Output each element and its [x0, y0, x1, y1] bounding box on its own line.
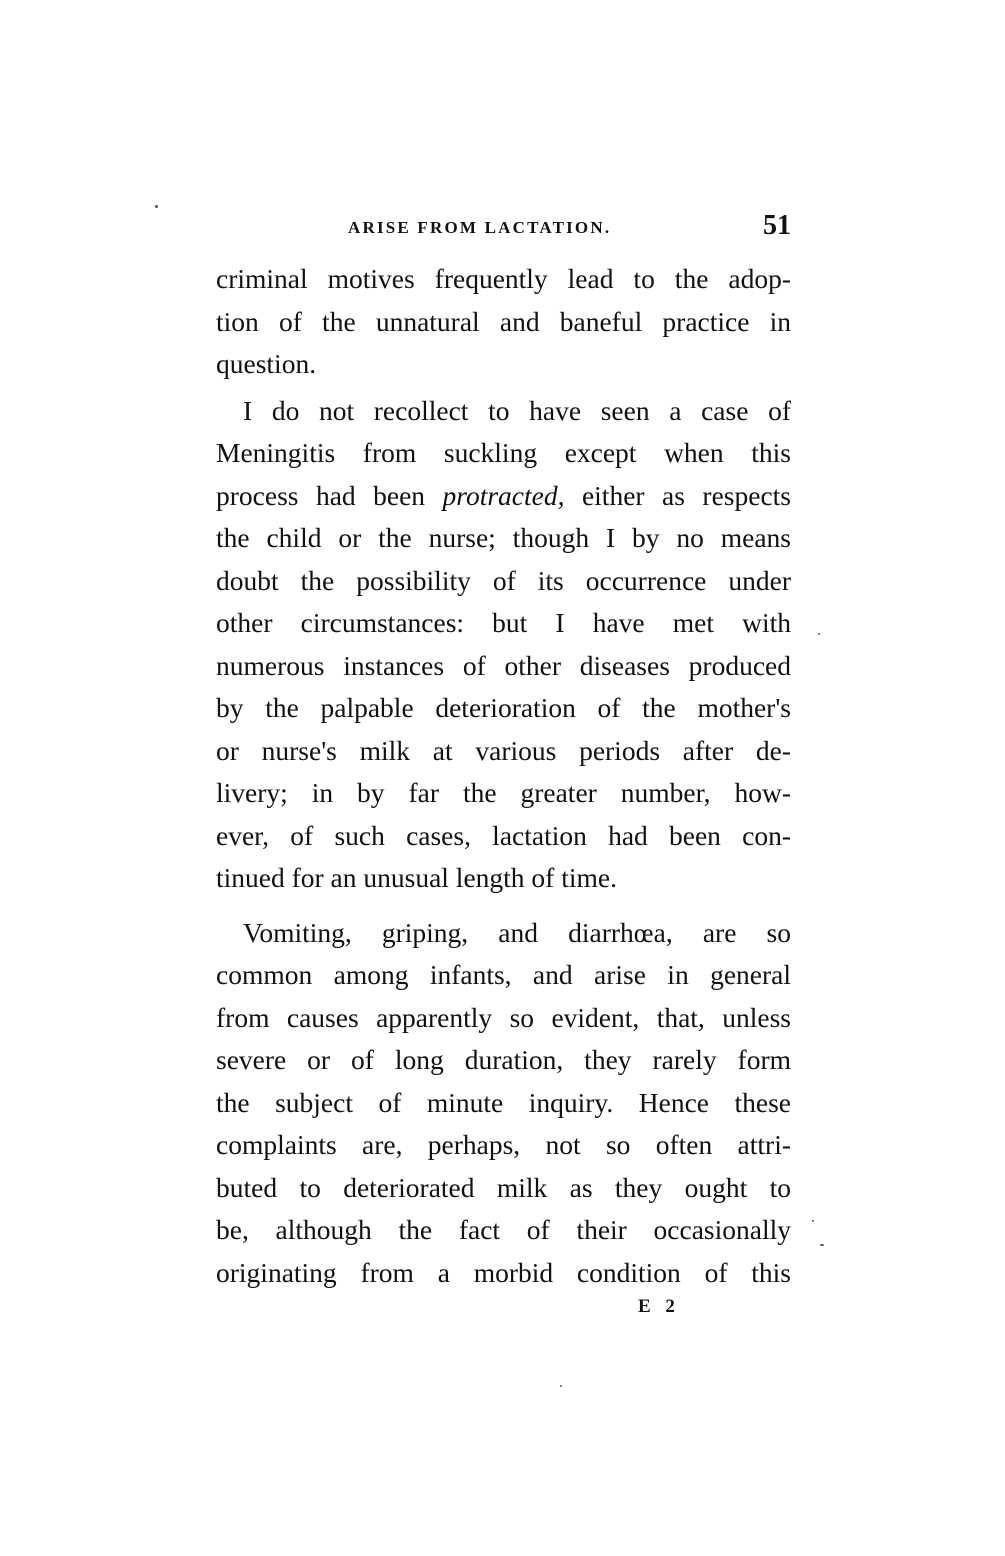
- text-segment: either as respects: [564, 479, 791, 511]
- text-line: originating from a morbid condition of this: [216, 1256, 791, 1288]
- text-line: livery; in by far the greater number, how-: [216, 777, 791, 808]
- text-line: severe or of long duration, they rarely form: [216, 1044, 791, 1075]
- scan-speck: [820, 1244, 824, 1246]
- text-line: doubt the possibility of its occurrence under: [216, 564, 791, 596]
- running-head: [216, 210, 791, 242]
- body-text: [216, 258, 791, 1294]
- text-line: buted to deteriorated milk as they ought to: [216, 1171, 791, 1203]
- scan-speck: [560, 1385, 562, 1387]
- text-line: the child or the nurse; though I by no means: [216, 522, 791, 553]
- paragraph-2: [216, 390, 791, 900]
- running-title: ARISE FROM LACTATION.: [348, 218, 612, 237]
- text-line: numerous instances of other diseases produced: [216, 649, 791, 681]
- scan-speck: [818, 633, 820, 635]
- text-line: other circumstances: but I have met with: [216, 607, 791, 638]
- text-line: question.: [216, 348, 317, 379]
- text-line: ever, of such cases, lactation had been con-: [216, 819, 791, 851]
- signature-mark: E 2: [638, 1296, 680, 1317]
- text-line: the subject of minute inquiry. Hence these: [216, 1086, 791, 1118]
- page-number: 51: [763, 210, 791, 241]
- scan-speck: [155, 205, 158, 208]
- text-line: common among infants, and arise in general: [216, 959, 791, 990]
- text-segment: process had been: [216, 479, 443, 511]
- text-line: criminal motives frequently lead to the adop-: [216, 263, 791, 294]
- text-line: I do not recollect to have seen a case of: [243, 394, 791, 426]
- text-line: complaints are, perhaps, not so often attri-: [216, 1129, 791, 1160]
- text-line: or nurse's milk at various periods after de-: [216, 734, 791, 766]
- paragraph-3: [216, 912, 791, 1295]
- text-line: tinued for an unusual length of time.: [216, 862, 617, 893]
- scan-speck: [812, 1220, 814, 1222]
- text-line: from causes apparently so evident, that, unless: [216, 1001, 791, 1033]
- paragraph-1: [216, 258, 791, 386]
- text-line: by the palpable deterioration of the mother's: [216, 692, 791, 723]
- text-line-with-italic: [216, 475, 791, 518]
- text-line: Meningitis from suckling except when this: [216, 437, 791, 468]
- italic-word: protracted,: [442, 479, 565, 511]
- text-line: Vomiting, griping, and diarrhœa, are so: [243, 916, 791, 948]
- text-line: tion of the unnatural and baneful practice in: [216, 305, 791, 337]
- text-line: be, although the fact of their occasionally: [216, 1214, 791, 1245]
